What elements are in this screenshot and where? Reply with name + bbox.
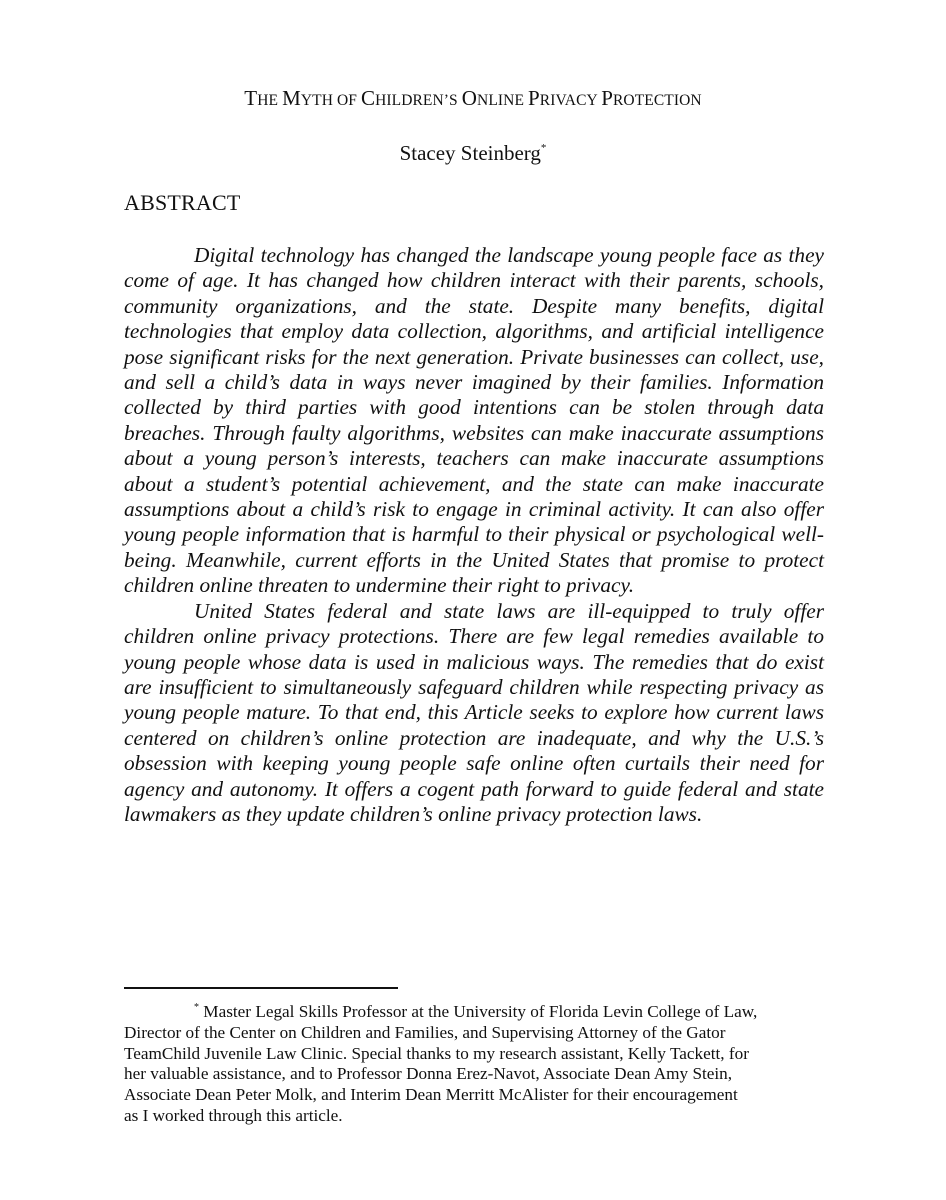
footnote-line: TeamChild Juvenile Law Clinic. Special thanks to my research assistant, Kelly Tackett, for <box>124 1043 749 1063</box>
footnote-line: as I worked through this article. <box>124 1105 343 1125</box>
abstract-paragraph: Digital technology has changed the landscape young people face as they come of age. It has changed how children interact with their parents, schools, community organizations, and the state. Despite many benefits, digital technologies that employ data collection, algorithms, and artificial intelligence pose significant risks for the next generation. Private businesses can collect, use, and sell a child’s data in ways never imagined by their families. Information collected by third parties with good intentions can be stolen through data breaches. Through faulty algorithms, websites can make inaccurate assumptions about a young person’s interests, teachers can make inaccurate assumptions about a student’s potential achievement, and the state can make inaccurate assumptions about a child’s risk to engage in criminal activity. It can also offer young people information that is harmful to their physical or psychological well-being. Meanwhile, current efforts in the United States that promise to protect children online threaten to undermine their right to privacy. <box>124 243 824 598</box>
title-smallcaps: HILDREN’S <box>375 92 462 109</box>
title-letter: C <box>360 86 376 110</box>
author-footnote <box>124 1002 824 1127</box>
abstract-paragraph: United States federal and state laws are ill-equipped to truly offer children online privacy protections. There are few legal remedies available to young people whose data is used in malicious ways. The remedies that do exist are insufficient to simultaneously safeguard children while respecting privacy as young people mature. To that end, this Article seeks to explore how current laws centered on children’s online protection are inadequate, and why the U.S.’s obsession with keeping young people safe online often curtails their need for agency and autonomy. It offers a cogent path forward to guide federal and state lawmakers as they update children’s online privacy protection laws. <box>124 598 824 826</box>
author-name: Stacey Steinberg <box>399 141 541 165</box>
title-smallcaps: ROTECTION <box>612 92 702 109</box>
title-smallcaps: RIVACY <box>539 92 602 109</box>
footnote-divider <box>124 987 398 989</box>
abstract-body <box>124 243 824 827</box>
title-letter: P <box>601 86 613 110</box>
footnote-text: Master Legal Skills Professor at the University of Florida Levin College of Law, <box>203 1002 758 1021</box>
author-footnote-mark: * <box>540 142 547 154</box>
title-letter: O <box>461 86 478 110</box>
footnote-line <box>124 1002 824 1023</box>
title-smallcaps: HE <box>257 92 283 109</box>
footnote-line: her valuable assistance, and to Professor Donna Erez-Navot, Associate Dean Amy Stein, <box>124 1064 733 1084</box>
footnote-line: Associate Dean Peter Molk, and Interim Dean Merritt McAlister for their encouragement <box>124 1085 738 1105</box>
paper-title <box>0 86 946 111</box>
title-letter: P <box>528 86 540 110</box>
title-smallcaps: YTH OF <box>300 92 361 109</box>
title-letter: T <box>244 86 258 110</box>
title-smallcaps: NLINE <box>477 92 528 109</box>
section-heading-abstract: ABSTRACT <box>124 190 241 215</box>
author-line <box>0 141 946 166</box>
title-letter: M <box>282 86 301 110</box>
footnote-line: Director of the Center on Children and Families, and Supervising Attorney of the Gator <box>124 1022 726 1042</box>
footnote-mark: * <box>194 1002 199 1013</box>
